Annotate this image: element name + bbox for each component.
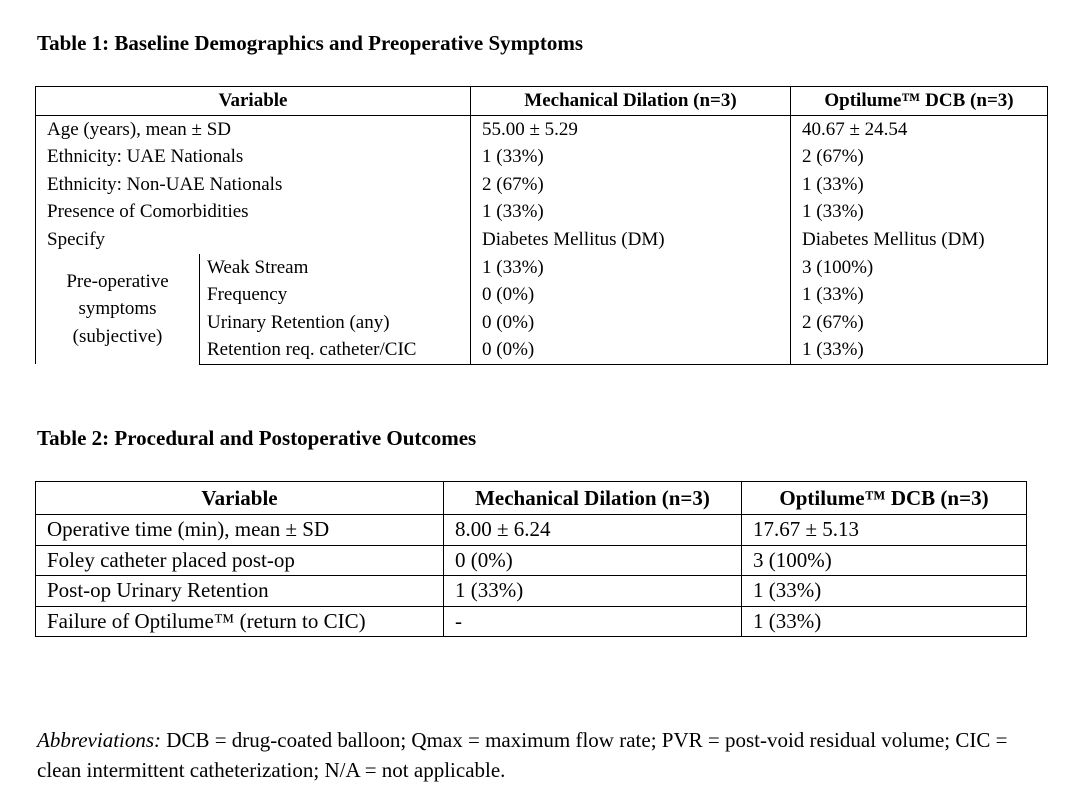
table-cell: Diabetes Mellitus (DM) bbox=[471, 226, 791, 254]
table1-header-row bbox=[36, 87, 1048, 116]
table-cell: 1 (33%) bbox=[471, 198, 791, 226]
abbreviations-footnote bbox=[37, 725, 1047, 785]
table-cell: 3 (100%) bbox=[742, 545, 1027, 576]
table-cell: Age (years), mean ± SD bbox=[36, 115, 471, 143]
table-cell: Weak Stream bbox=[200, 254, 471, 282]
group-label-line: (subjective) bbox=[72, 325, 163, 347]
table-cell: 0 (0%) bbox=[471, 309, 791, 337]
table-cell: 8.00 ± 6.24 bbox=[444, 515, 742, 546]
table-cell: Failure of Optilume™ (return to CIC) bbox=[36, 606, 444, 637]
table-cell: 1 (33%) bbox=[444, 576, 742, 607]
table-cell: Urinary Retention (any) bbox=[200, 309, 471, 337]
table-cell: Presence of Comorbidities bbox=[36, 198, 471, 226]
table-cell: Retention req. catheter/CIC bbox=[200, 336, 471, 364]
abbreviations-label: Abbreviations: bbox=[37, 728, 162, 752]
table-row bbox=[36, 115, 1048, 143]
table1-header-mechanical: Mechanical Dilation (n=3) bbox=[471, 87, 791, 116]
table-cell: Foley catheter placed post-op bbox=[36, 545, 444, 576]
table2 bbox=[35, 481, 1027, 637]
table-row bbox=[36, 198, 1048, 226]
table-cell: 1 (33%) bbox=[791, 336, 1048, 364]
table2-header-variable: Variable bbox=[36, 482, 444, 515]
table-cell: 1 (33%) bbox=[471, 143, 791, 171]
table-cell: 1 (33%) bbox=[742, 576, 1027, 607]
table-cell: 3 (100%) bbox=[791, 254, 1048, 282]
table-row bbox=[36, 143, 1048, 171]
group-label-line: symptoms bbox=[78, 298, 157, 320]
table-cell: 1 (33%) bbox=[791, 198, 1048, 226]
table-cell: Diabetes Mellitus (DM) bbox=[791, 226, 1048, 254]
table-cell: Frequency bbox=[200, 281, 471, 309]
table-cell: 2 (67%) bbox=[791, 143, 1048, 171]
abbreviations-text: DCB = drug-coated balloon; Qmax = maximum flow rate; PVR = post-void residual volume; CIC = clean intermittent catheterization; N/A = not applicable. bbox=[37, 728, 1008, 782]
preop-symptoms-group-label bbox=[36, 254, 200, 365]
table-row bbox=[36, 254, 1048, 282]
table-cell: Post-op Urinary Retention bbox=[36, 576, 444, 607]
table-row bbox=[36, 515, 1027, 546]
table-cell: Ethnicity: Non-UAE Nationals bbox=[36, 171, 471, 199]
table-cell: 17.67 ± 5.13 bbox=[742, 515, 1027, 546]
table-cell: - bbox=[444, 606, 742, 637]
group-label-line: Pre-operative bbox=[66, 270, 169, 292]
table-row bbox=[36, 576, 1027, 607]
table2-title: Table 2: Procedural and Postoperative Outcomes bbox=[37, 426, 477, 450]
table1-header-optilume: Optilume™ DCB (n=3) bbox=[791, 87, 1048, 116]
table-cell: 0 (0%) bbox=[444, 545, 742, 576]
table-cell: 1 (33%) bbox=[742, 606, 1027, 637]
table-row bbox=[36, 171, 1048, 199]
table-row bbox=[36, 545, 1027, 576]
table-row bbox=[36, 226, 1048, 254]
table1-header-variable: Variable bbox=[36, 87, 471, 116]
table-cell: 0 (0%) bbox=[471, 281, 791, 309]
table1 bbox=[35, 86, 1048, 365]
table-cell: Specify bbox=[36, 226, 471, 254]
table-cell: 40.67 ± 24.54 bbox=[791, 115, 1048, 143]
table-cell: Ethnicity: UAE Nationals bbox=[36, 143, 471, 171]
table-cell: 2 (67%) bbox=[791, 309, 1048, 337]
table-cell: 2 (67%) bbox=[471, 171, 791, 199]
table-cell: 1 (33%) bbox=[791, 281, 1048, 309]
table-cell: 1 (33%) bbox=[791, 171, 1048, 199]
table2-header-row bbox=[36, 482, 1027, 515]
table1-title: Table 1: Baseline Demographics and Preoperative Symptoms bbox=[37, 31, 583, 55]
table-cell: 1 (33%) bbox=[471, 254, 791, 282]
table-cell: Operative time (min), mean ± SD bbox=[36, 515, 444, 546]
table-row bbox=[36, 606, 1027, 637]
table2-header-optilume: Optilume™ DCB (n=3) bbox=[742, 482, 1027, 515]
table2-header-mechanical: Mechanical Dilation (n=3) bbox=[444, 482, 742, 515]
table-cell: 55.00 ± 5.29 bbox=[471, 115, 791, 143]
table-cell: 0 (0%) bbox=[471, 336, 791, 364]
